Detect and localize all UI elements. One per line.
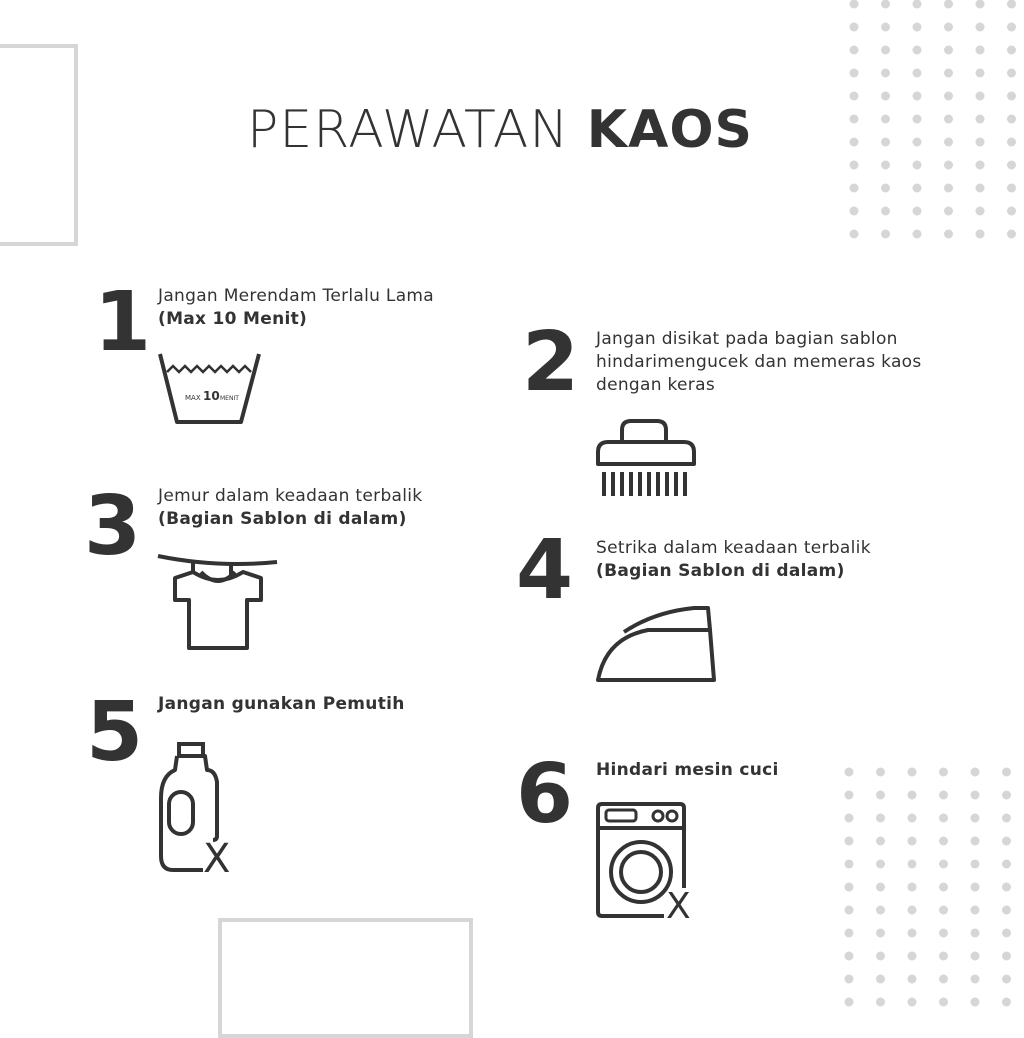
step-4-line1: Setrika dalam keadaan terbalik <box>596 538 871 558</box>
decor-dot <box>850 161 859 170</box>
decor-dot <box>976 23 985 32</box>
decor-dot <box>908 906 917 915</box>
decor-frame-bottom <box>218 918 473 1038</box>
decor-dot <box>1007 69 1016 78</box>
decor-dot <box>1002 814 1011 823</box>
decor-dot <box>1002 952 1011 961</box>
step-2-line2: hindarimengucek dan memeras kaos <box>596 352 922 372</box>
decor-dot <box>908 837 917 846</box>
decor-dot <box>1007 0 1016 9</box>
step-2-text <box>596 328 922 397</box>
decor-dot <box>881 161 890 170</box>
decor-dot <box>913 207 922 216</box>
step-5-text <box>158 693 405 716</box>
step-6-number: 6 <box>516 747 574 842</box>
decor-dot <box>850 230 859 239</box>
step-3-line2: (Bagian Sablon di dalam) <box>158 509 407 529</box>
decor-dot <box>971 768 980 777</box>
decor-dot <box>1007 115 1016 124</box>
decor-dot <box>944 23 953 32</box>
decor-dot <box>976 46 985 55</box>
step-1-line2: (Max 10 Menit) <box>158 309 308 329</box>
decor-dot <box>845 837 854 846</box>
decor-dot <box>971 998 980 1007</box>
step-4-line2: (Bagian Sablon di dalam) <box>596 561 845 581</box>
decor-dot <box>845 883 854 892</box>
decor-dot <box>939 814 948 823</box>
decor-dot <box>971 929 980 938</box>
decor-dot <box>908 952 917 961</box>
decor-dot <box>944 184 953 193</box>
decor-dot <box>976 184 985 193</box>
decor-dot <box>913 0 922 9</box>
decor-dot <box>1007 230 1016 239</box>
decor-dot <box>939 837 948 846</box>
decor-dot <box>1002 998 1011 1007</box>
decor-dot <box>876 814 885 823</box>
step-4-number: 4 <box>516 523 574 618</box>
machine-cross-mark: X <box>666 886 691 922</box>
decor-dot <box>881 184 890 193</box>
page-title <box>0 100 1000 160</box>
decor-dot <box>1007 138 1016 147</box>
decor-dot <box>845 768 854 777</box>
decor-dot <box>881 23 890 32</box>
decor-dot <box>1002 883 1011 892</box>
decor-dot <box>944 69 953 78</box>
decor-dot <box>845 975 854 984</box>
step-6-line1: Hindari mesin cuci <box>596 760 779 780</box>
decor-dot <box>976 161 985 170</box>
decor-dot <box>850 46 859 55</box>
decor-dot <box>845 906 854 915</box>
decor-dot <box>1002 768 1011 777</box>
step-2-line1: Jangan disikat pada bagian sablon <box>596 329 898 349</box>
decor-dot <box>971 860 980 869</box>
decor-dot <box>876 860 885 869</box>
decor-dot <box>939 998 948 1007</box>
decor-dot <box>845 791 854 800</box>
decor-dot <box>1002 906 1011 915</box>
decor-dot <box>850 184 859 193</box>
decor-dot <box>881 207 890 216</box>
basin-label-max: MAX <box>185 394 201 402</box>
decor-dot <box>908 768 917 777</box>
step-6-text <box>596 759 779 782</box>
hanging-shirt-icon <box>155 548 280 656</box>
step-2-line3: dengan keras <box>596 375 715 395</box>
decor-dot <box>913 161 922 170</box>
decor-dot <box>881 69 890 78</box>
decor-dot <box>971 837 980 846</box>
decor-dot <box>944 207 953 216</box>
decor-dot <box>876 952 885 961</box>
decor-dot <box>1007 23 1016 32</box>
step-1-line1: Jangan Merendam Terlalu Lama <box>158 286 434 306</box>
decor-dot <box>845 952 854 961</box>
decor-dot <box>939 768 948 777</box>
decor-dot <box>1002 975 1011 984</box>
decor-dot <box>876 837 885 846</box>
decor-dot <box>976 207 985 216</box>
decor-dot <box>850 23 859 32</box>
step-1-number: 1 <box>94 275 152 370</box>
decor-dot <box>913 184 922 193</box>
decor-dot <box>908 883 917 892</box>
decor-dot <box>971 975 980 984</box>
decor-dot <box>1002 929 1011 938</box>
step-3-number: 3 <box>84 479 142 574</box>
decor-dot <box>845 998 854 1007</box>
decor-dot <box>939 906 948 915</box>
decor-dot <box>845 929 854 938</box>
decor-dot <box>1002 860 1011 869</box>
brush-icon <box>594 418 698 500</box>
decor-dot <box>1007 46 1016 55</box>
decor-dot <box>876 998 885 1007</box>
decor-dot <box>850 207 859 216</box>
decor-dot <box>876 768 885 777</box>
decor-dot <box>908 975 917 984</box>
decor-dot <box>939 975 948 984</box>
decor-dot <box>944 0 953 9</box>
decor-dot <box>1007 92 1016 101</box>
bleach-bottle-icon <box>155 740 240 878</box>
decor-dot <box>881 0 890 9</box>
washing-basin-icon <box>155 350 265 430</box>
decor-dot <box>913 23 922 32</box>
decor-dot <box>876 975 885 984</box>
step-3-line1: Jemur dalam keadaan terbalik <box>158 486 423 506</box>
decor-dot <box>971 814 980 823</box>
decor-dot <box>944 46 953 55</box>
decor-dot <box>908 791 917 800</box>
decor-dot <box>850 0 859 9</box>
step-2-number: 2 <box>522 315 580 410</box>
title-light: PERAWATAN <box>246 100 570 160</box>
decor-dot <box>845 860 854 869</box>
step-1-text <box>158 285 434 331</box>
decor-dot <box>908 929 917 938</box>
decor-dot <box>939 929 948 938</box>
iron-icon <box>594 604 718 684</box>
decor-dot <box>976 0 985 9</box>
step-3-text <box>158 485 422 531</box>
decor-dot <box>913 230 922 239</box>
decor-dot <box>1007 161 1016 170</box>
decor-dot <box>939 883 948 892</box>
decor-dot <box>1007 207 1016 216</box>
decor-dot <box>971 952 980 961</box>
decor-dot <box>971 906 980 915</box>
decor-dot <box>876 929 885 938</box>
decor-dot <box>976 69 985 78</box>
decor-dot <box>1002 791 1011 800</box>
decor-dot <box>876 906 885 915</box>
decor-dot <box>850 69 859 78</box>
decor-dot <box>971 883 980 892</box>
decor-dot <box>908 814 917 823</box>
decor-dot <box>971 791 980 800</box>
step-5-number: 5 <box>86 685 144 780</box>
decor-dot <box>908 860 917 869</box>
decor-dot <box>881 230 890 239</box>
decor-dot <box>913 46 922 55</box>
decor-dot <box>944 230 953 239</box>
decor-dot <box>876 791 885 800</box>
decor-dot <box>939 952 948 961</box>
decor-dots-bottom-right <box>835 760 1015 1030</box>
step-5-line1: Jangan gunakan Pemutih <box>158 694 405 714</box>
basin-label-unit: MENIT <box>220 395 239 402</box>
decor-dot <box>1007 184 1016 193</box>
decor-dot <box>908 998 917 1007</box>
decor-dot <box>876 883 885 892</box>
decor-dot <box>913 69 922 78</box>
title-bold: KAOS <box>586 100 753 160</box>
decor-dot <box>939 791 948 800</box>
decor-dot <box>944 161 953 170</box>
basin-label-number: 10 <box>203 389 220 403</box>
decor-dot <box>1002 837 1011 846</box>
step-4-text <box>596 537 871 583</box>
decor-dot <box>881 46 890 55</box>
decor-dot <box>845 814 854 823</box>
bleach-cross-mark: X <box>203 836 231 878</box>
decor-dot <box>939 860 948 869</box>
washing-machine-icon <box>594 800 694 922</box>
decor-dot <box>976 230 985 239</box>
